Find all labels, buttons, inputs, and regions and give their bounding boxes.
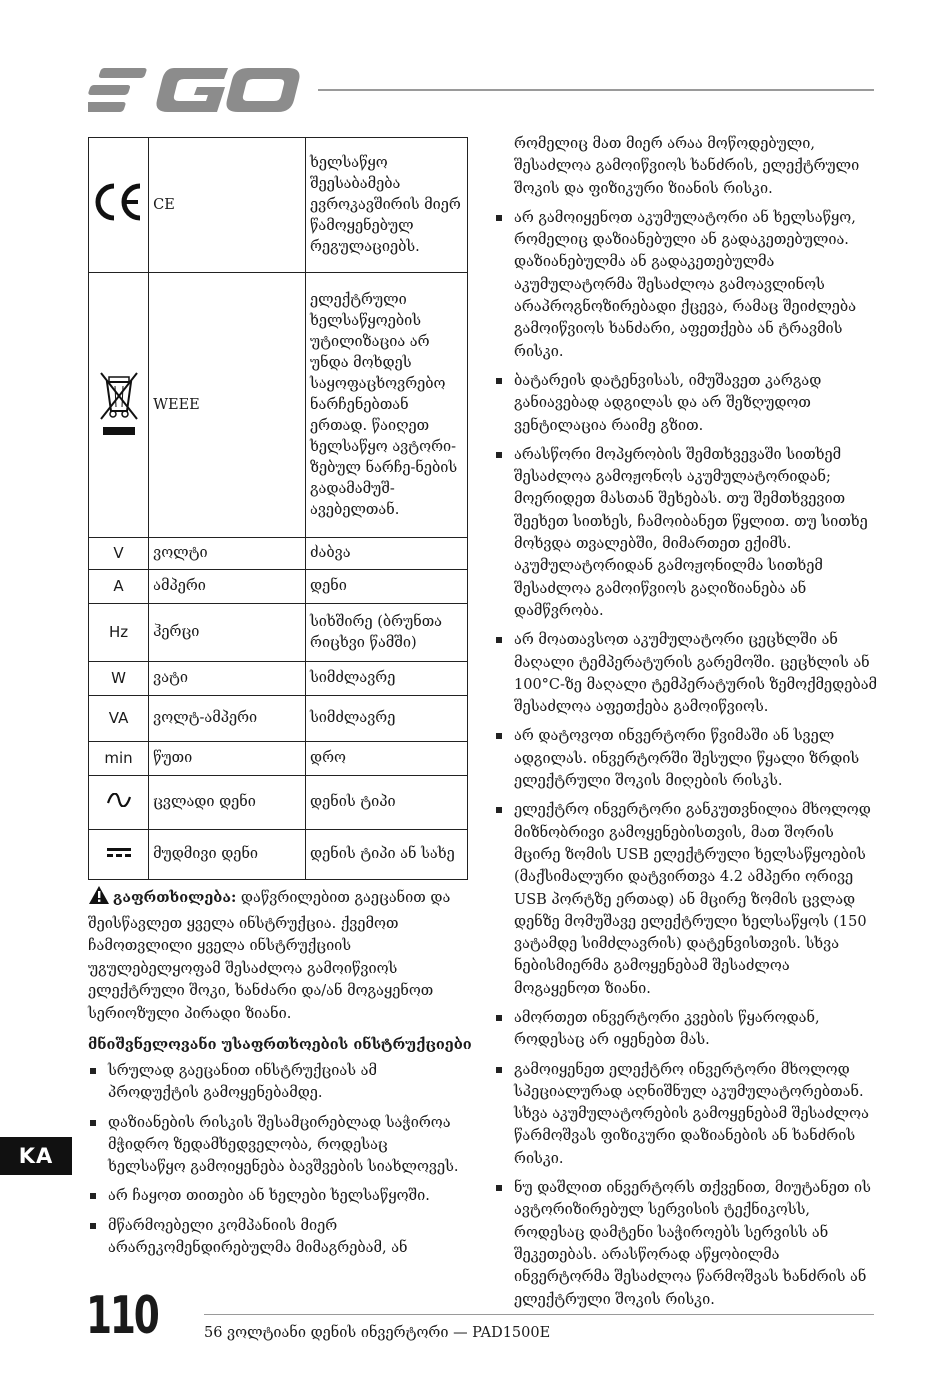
warning-text: დაწვრილებით გაეცანით და შეისწავლეთ ყველა ინსტრუქცია. ქვემოთ ჩამოთვლილი ყველა ინსტრუქციის უგულებელყოფამ შესაძლოა გამოიწვიოს ელექტრული შოკი, ხანძარი და/ან მოგაყენოთ სერიოზული პირადი ზიანი. <box>88 890 451 1022</box>
bullet-square-icon <box>496 637 502 643</box>
list-item <box>494 1007 879 1052</box>
list-item-text: ბატარეის დატენვისას, იმუშავეთ კარგად განიავებად ადგილას და არ შეზღუდოთ ვენტილაცია რაიმე გზით. <box>514 372 822 434</box>
symbol-meaning: სიმძლავრე <box>306 696 468 742</box>
list-item-text: მწარმოებელი კომპანიის მიერ არარეკომენდირებულმა მიმაგრებამ, ან <box>108 1217 408 1257</box>
list-item <box>494 799 879 1000</box>
ce-mark-icon <box>89 138 149 273</box>
list-item <box>88 1060 468 1105</box>
symbol-meaning: ხელსაწყო შეესაბამება ევროკავშირის მიერ წამოყენებულ რეგულაციებს. <box>306 138 468 273</box>
table-row <box>89 604 468 662</box>
bottom-rule <box>204 1314 874 1315</box>
bullet-square-icon <box>496 1015 502 1021</box>
bullet-square-icon <box>496 452 502 458</box>
bullet-square-icon <box>90 1193 96 1199</box>
list-item-text: ელექტრო ინვერტორი განკუთვნილია მხოლოდ მიზნობრივი გამოყენებისთვის, მათ შორის მცირე ზომის USB ელექტრული ხელსაწყოების (მაქსიმალური დატვირთვა 4.2 ამპერი ორივე USB პორტზე ერთად) ან მცირე ზომის ცვლად დენზე მომუშავე ელექტრული ხელსაწყოს (150 ვატამდე სიმძლავრის) დატენვისთვის. სხვა ნებისმიერმა გამოყენებამ შესაძლოა მოგაყენოთ ზიანი. <box>514 802 871 997</box>
top-rule <box>318 89 874 91</box>
continued-paragraph: რომელიც მათ მიერ არაა მოწოდებული, შესაძლოა გამოიწვიოს ხანძრის, ელექტრული შოკის და ფიზიკური ზიანის რისკი. <box>514 136 860 197</box>
symbol-name: ცვლადი დენი <box>149 776 306 830</box>
list-item-text: არასწორი მოპყრობის შემთხვევაში სითხემ შესაძლოა გამოჟონოს აკუმულატორიდან; მოერიდეთ მასთან შეხებას. თუ შემთხვევით შეეხეთ სითხეს, ჩამოიბანეთ წყლით. თუ სითხე მოხვდა თვალებში, მიმართეთ ექიმს. აკუმულატორიდან გამოჟონილმა სითხემ შესაძლოა გამოიწვიოს გაღიზიანება ან დამწვრობა. <box>514 446 868 619</box>
symbol-code: V <box>89 538 149 570</box>
list-item-text: არ მოათავსოთ აკუმულატორი ცეცხლში ან მაღალი ტემპერატურის გარემოში. ცეცხლის ან 100°C-ზე მაღალი ტემპერატურის ზემოქმედებამ შესაძლოა აფეთქება გამოიწვიოს. <box>514 632 878 716</box>
table-row <box>89 696 468 742</box>
warning-label: გაფრთხილება: <box>113 889 237 906</box>
list-item-text: არ ჩაყოთ თითები ან ხელები ხელსაწყოში. <box>108 1188 430 1205</box>
weee-bin-icon <box>89 273 149 538</box>
list-item <box>494 444 879 622</box>
symbol-name: WEEE <box>149 273 306 538</box>
symbol-name: მუდმივი დენი <box>149 830 306 880</box>
symbol-name: ამპერი <box>149 570 306 604</box>
table-row <box>89 662 468 696</box>
bullet-square-icon <box>496 1185 502 1191</box>
symbol-name: ჰერცი <box>149 604 306 662</box>
table-row <box>89 273 468 538</box>
page-number: 110 <box>86 1286 158 1346</box>
symbol-meaning: სიხშირე (ბრუნთა რიცხვი წამში) <box>306 604 468 662</box>
list-item-text: გამოიყენეთ ელექტრო ინვერტორი მხოლოდ სპეციალურად აღნიშნულ აკუმულატორებთან. სხვა აკუმულატორების გამოყენებამ შესაძლოა წარმოშვას ფიზიკური დაზიანების ან ხანძრის რისკი. <box>514 1061 869 1167</box>
bullet-square-icon <box>496 378 502 384</box>
list-item-text: არ დატოვოთ ინვერტორი წვიმაში ან სველ ადგილას. ინვერტორში შესული წყალი ზრდის ელექტრული შოკის მიღების რისკს. <box>514 728 860 790</box>
bullet-square-icon <box>496 733 502 739</box>
list-item <box>494 629 879 718</box>
footer-text: 56 ვოლტიანი დენის ინვერტორი — PAD1500E <box>204 1325 551 1341</box>
symbol-meaning: ელექტრული ხელსაწყოების უტილიზაცია არ უნდა მოხდეს საყოფაცხოვრებო ნარჩენებთან ერთად. წაიღეთ ხელსაწყო ავტორი-ზებულ ნარჩე-ნების გადამამუშ-ავებელთან. <box>306 273 468 538</box>
bullet-square-icon <box>496 1067 502 1073</box>
bullet-square-icon <box>90 1120 96 1126</box>
alternating-current-icon <box>89 776 149 830</box>
left-bullet-list <box>88 1060 468 1266</box>
list-item <box>88 1185 468 1207</box>
list-item <box>494 1059 879 1170</box>
table-row <box>89 570 468 604</box>
table-row <box>89 776 468 830</box>
symbol-meaning: ძაბვა <box>306 538 468 570</box>
symbol-code: W <box>89 662 149 696</box>
table-row <box>89 138 468 273</box>
table-row <box>89 830 468 880</box>
list-item-text: ამორთეთ ინვერტორი კვების წყაროდან, როდესაც არ იყენებთ მას. <box>514 1009 820 1049</box>
symbol-meaning: დენის ტიპი <box>306 776 468 830</box>
symbol-meaning: სიმძლავრე <box>306 662 468 696</box>
direct-current-icon <box>89 830 149 880</box>
list-item-text: სრულად გაეცანით ინსტრუქციას ამ პროდუქტის გამოყენებამდე. <box>108 1063 377 1102</box>
symbol-meaning: დენის ტიპი ან სახე <box>306 830 468 880</box>
list-item <box>494 207 879 363</box>
language-tab: KA <box>0 1137 72 1175</box>
symbol-name: ვოლტი <box>149 538 306 570</box>
warning-triangle-icon <box>88 885 110 913</box>
table-row <box>89 742 468 776</box>
symbol-code: A <box>89 570 149 604</box>
right-column <box>494 133 879 1318</box>
list-item-text: დაზიანების რისკის შესამცირებლად საჭიროა მჭიდრო ზედამხედველობა, როდესაც ხელსაწყო გამოიყენება ბავშვების სიახლოვეს. <box>108 1114 459 1176</box>
bullet-square-icon <box>90 1068 96 1074</box>
list-item <box>88 1112 468 1179</box>
list-item <box>88 1215 468 1260</box>
symbols-table <box>88 137 468 880</box>
list-item-text: ნუ დაშლით ინვერტორს თქვენით, მიუტანეთ ის ავტორიზირებულ სერვისის ტექნიკოსს, როდესაც დამტენი საჭიროებს სერვისს ან შეკეთებას. არასწორად აწყობილმა ინვერტორმა შესაძლოა წარმოშვას ხანძრის ან ელექტრული შოკის რისკი. <box>514 1180 871 1308</box>
symbol-code: VA <box>89 696 149 742</box>
list-item <box>494 1177 879 1311</box>
warning-paragraph <box>88 885 468 1025</box>
bullet-square-icon <box>496 215 502 221</box>
symbol-name: ვატი <box>149 662 306 696</box>
list-item <box>494 725 879 792</box>
symbol-meaning: დრო <box>306 742 468 776</box>
symbol-meaning: დენი <box>306 570 468 604</box>
symbol-name: წუთი <box>149 742 306 776</box>
bullet-square-icon <box>90 1223 96 1229</box>
list-item-text: არ გამოიყენოთ აკუმულატორი ან ხელსაწყო, რომელიც დაზიანებული ან გადაკეთებულია. დაზიანებულმა ან გადაკეთებულმა აკუმულატორმა შესაძლოა გამოავლინოს არაპროგნოზირებადი ქცევა, რამაც შეიძლება გამოიწვიოს ხანძარი, აფეთქება ან ტრავმის რისკი. <box>514 209 857 360</box>
table-row <box>89 538 468 570</box>
symbol-name: ვოლტ-ამპერი <box>149 696 306 742</box>
list-item <box>494 370 879 437</box>
symbol-code: min <box>89 742 149 776</box>
symbol-name: CE <box>149 138 306 273</box>
bullet-square-icon <box>496 807 502 813</box>
ego-logo <box>88 66 300 114</box>
symbol-code: Hz <box>89 604 149 662</box>
important-safety-heading: მნიშვნელოვანი უსაფრთხოების ინსტრუქციები <box>88 1036 472 1053</box>
